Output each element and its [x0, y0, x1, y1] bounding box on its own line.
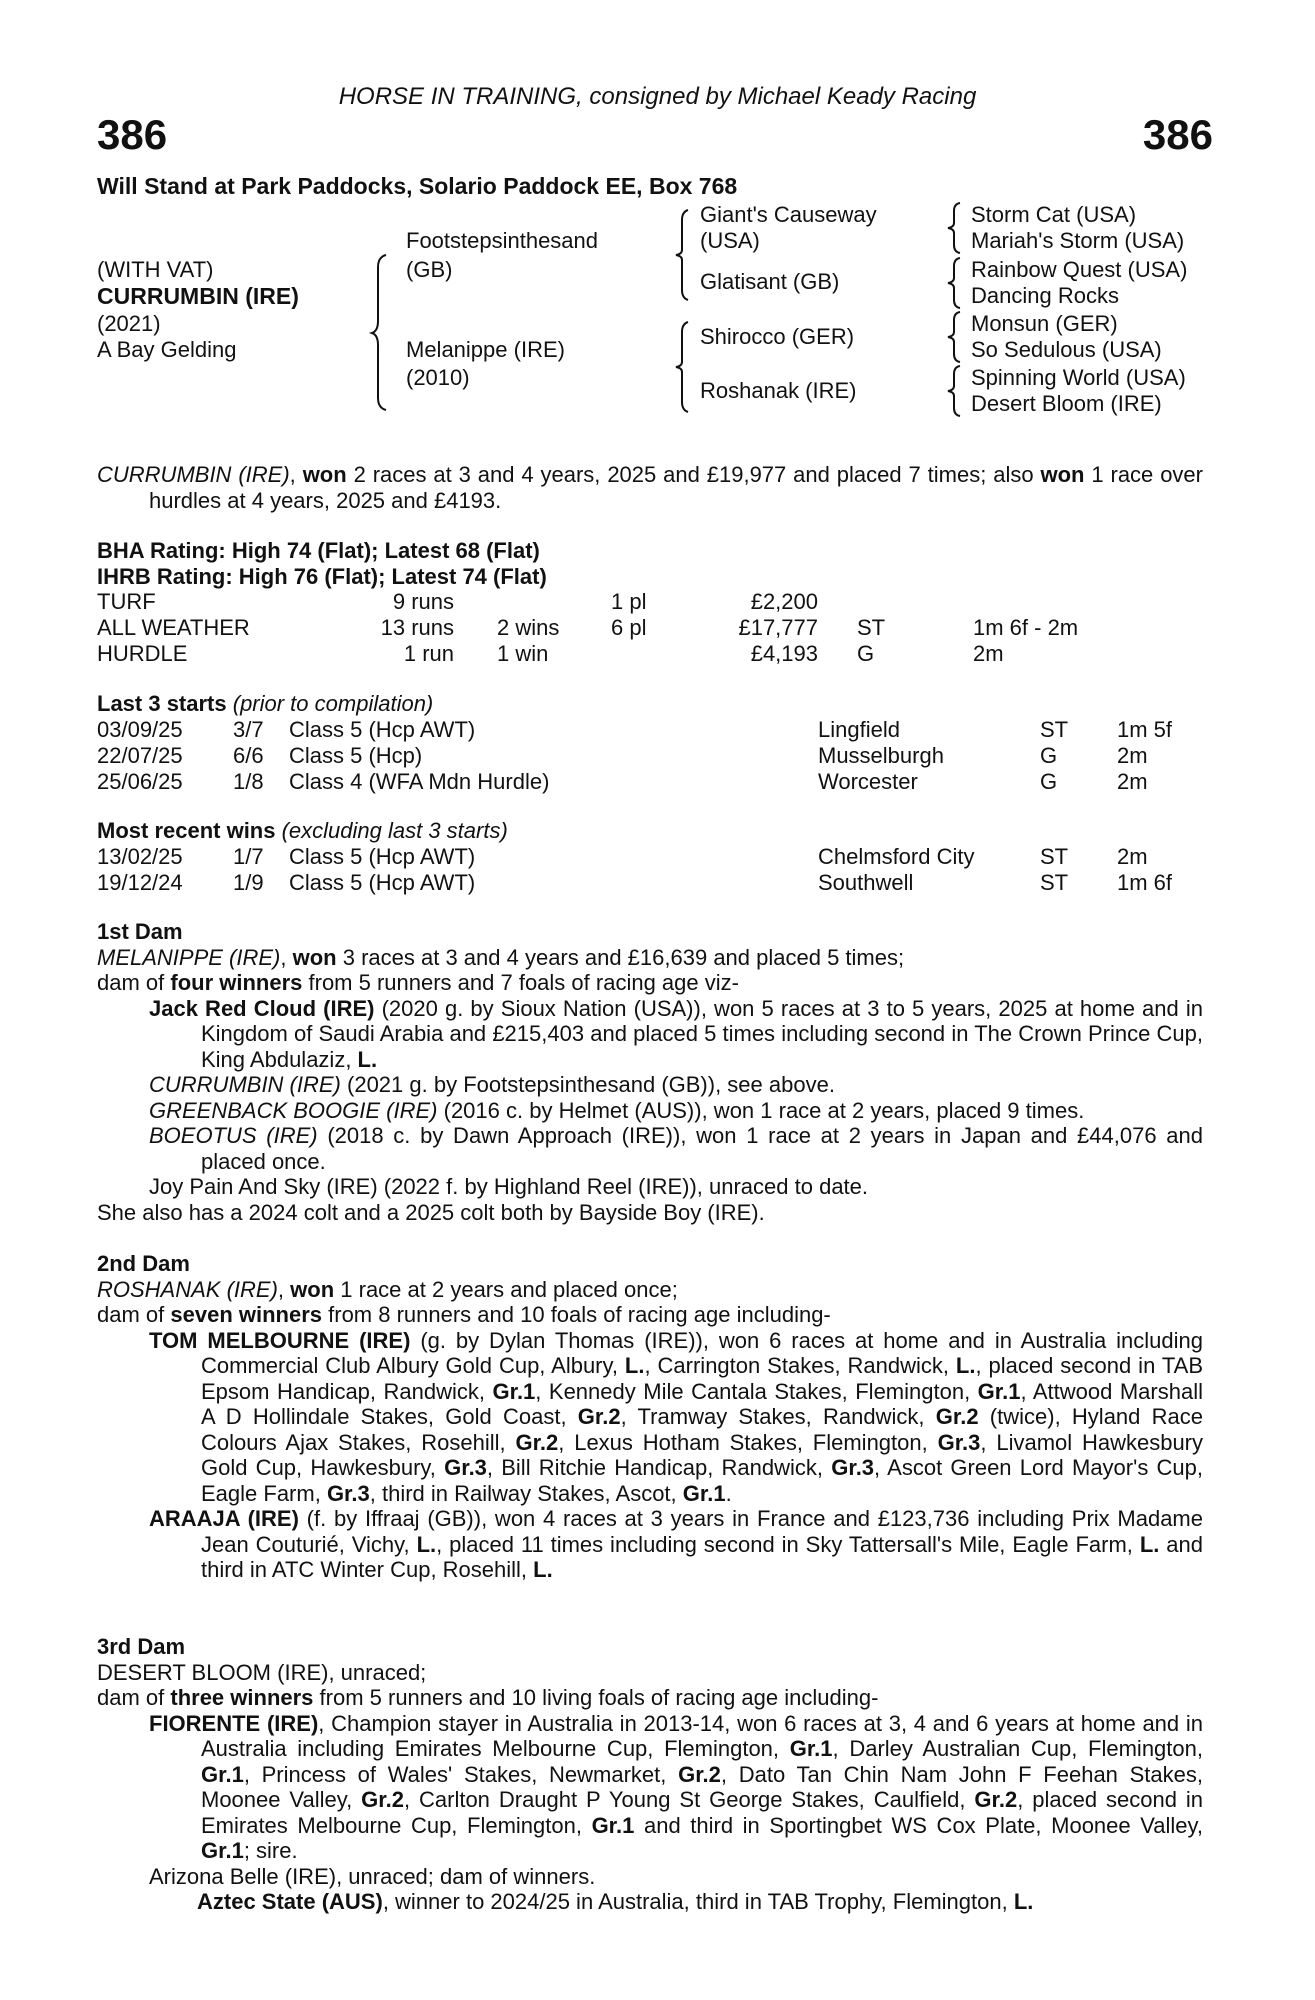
text: , Bill Ritchie Handicap, Randwick, — [486, 1455, 832, 1480]
third-dam-section — [97, 1634, 1203, 1915]
paragraph — [97, 1864, 1203, 1890]
paragraph — [97, 1277, 1203, 1303]
bold-text: L. — [533, 1557, 553, 1582]
racecourse: Lingfield — [818, 717, 900, 742]
paragraph — [97, 1123, 1203, 1174]
first-dam-heading: 1st Dam — [97, 919, 183, 944]
prize-money: £4,193 — [750, 641, 818, 666]
bold-text: Gr.3 — [444, 1455, 487, 1480]
text: (2018 c. by Dawn Approach (IRE)), won 1 race at 2 years in Japan and £44,076 and placed once. — [201, 1123, 1203, 1174]
bold-text: Gr.3 — [326, 1480, 370, 1506]
bold-text: won — [292, 944, 337, 970]
table-row — [0, 844, 1315, 870]
distance: 1m 6f — [1117, 870, 1173, 895]
prize-money: £2,200 — [750, 589, 818, 614]
second-dam-text — [97, 1277, 1203, 1583]
brace-g3-3 — [948, 312, 964, 362]
text: . — [725, 1480, 732, 1506]
bold-text: Gr.1 — [492, 1378, 536, 1404]
bold-text: Gr.1 — [789, 1736, 833, 1761]
sire-sire-line2: (USA) — [700, 228, 760, 253]
second-dam-section — [97, 1251, 1203, 1583]
bold-text: L. — [416, 1531, 437, 1557]
bold-text: Gr.1 — [591, 1812, 635, 1838]
text: (g. by Dylan Thomas (IRE)), won 6 races at home and in Australia including Commercial Club Albury Gold Cup, Albury, — [201, 1327, 1203, 1378]
distance: 2m — [1117, 769, 1148, 794]
going: G — [1040, 743, 1058, 768]
text: 2 races at 3 and 4 years, 2025 and £19,977 and placed 7 times; also — [346, 462, 1041, 487]
brace-g3-1 — [948, 203, 964, 253]
bold-text: Gr.1 — [201, 1761, 244, 1787]
paragraph — [97, 1685, 1203, 1711]
bold-text: L. — [955, 1353, 976, 1378]
bold-text: won — [302, 462, 347, 487]
text: (2016 c. by Helmet (AUS)), won 1 race at 2 years, placed 9 times. — [437, 1097, 1085, 1123]
going: ST — [1040, 717, 1069, 742]
brace-dam — [676, 322, 696, 412]
horse-description: A Bay Gelding — [97, 337, 237, 362]
bold-text: Gr.2 — [974, 1787, 1018, 1812]
dam-sire: Shirocco (GER) — [700, 324, 855, 349]
bold-text: Gr.3 — [937, 1429, 981, 1455]
text: , Livamol Hawkesbury Gold Cup, Hawkesbury, — [201, 1429, 1204, 1480]
paragraph — [97, 1889, 1203, 1915]
paragraph — [97, 945, 1203, 971]
italic-text: CURRUMBIN (IRE) — [149, 1072, 341, 1097]
text: , Darley Australian Cup, Flemington, — [832, 1736, 1203, 1761]
last3-subtitle: (prior to compilation) — [226, 691, 434, 716]
text: , Princess of Wales' Stakes, Newmarket, — [243, 1761, 679, 1787]
text: (f. by Iffraaj (GB)), won 4 races at 3 years in France and £123,736 including Prix Madame Jean Couturié, Vichy, — [201, 1506, 1203, 1557]
bold-text: won — [1040, 462, 1085, 487]
italic-text: MELANIPPE (IRE) — [97, 944, 281, 970]
paragraph — [97, 1328, 1203, 1507]
table-row — [0, 717, 1315, 743]
text: , — [289, 462, 303, 487]
paragraph — [97, 1098, 1203, 1124]
sire-dam: Glatisant (GB) — [700, 269, 840, 294]
bold-text: TOM MELBOURNE (IRE) — [149, 1327, 411, 1353]
brace-main — [372, 255, 392, 410]
italic-text: GREENBACK BOOGIE (IRE) — [149, 1097, 438, 1123]
text: , — [280, 944, 293, 970]
bold-text: Gr.2 — [678, 1761, 721, 1787]
horse-year: (2021) — [97, 311, 161, 336]
bold-text: Gr.1 — [977, 1378, 1021, 1404]
text: , Carrington Stakes, Randwick, — [644, 1353, 956, 1378]
finish-position: 1/9 — [233, 870, 264, 895]
paragraph — [97, 996, 1203, 1073]
bold-text: L. — [357, 1046, 378, 1072]
third-dam-text — [97, 1660, 1203, 1915]
race-date: 22/07/25 — [97, 743, 183, 768]
paragraph — [97, 1711, 1203, 1864]
sire-line2: (GB) — [406, 257, 453, 282]
text: dam of — [97, 1685, 171, 1710]
bold-text: Gr.1 — [682, 1480, 726, 1506]
distance: 2m — [1117, 743, 1148, 768]
last3-title: Last 3 starts — [97, 691, 227, 716]
text: (2020 g. by Sioux Nation (USA)), won 5 races at 3 to 5 years, 2025 at home and in Kingdom of Saudi Arabia and £215,403 and placed 5 times including second in The Crown Prince Cup, King Abdulaziz, — [201, 995, 1203, 1072]
text: , Ascot Green Lord Mayor's Cup, Eagle Farm, — [201, 1455, 1203, 1506]
bold-text: ARAAJA (IRE) — [149, 1506, 299, 1531]
ancestor: Storm Cat (USA) — [971, 202, 1137, 227]
text: , placed 11 times including second in Sky Tattersall's Mile, Eagle Farm, — [436, 1531, 1140, 1557]
bold-text: FIORENTE (IRE) — [149, 1710, 319, 1736]
text: , placed second in TAB Epsom Handicap, Randwick, — [201, 1353, 1203, 1404]
text: , Tramway Stakes, Randwick, — [620, 1404, 936, 1429]
recent-heading — [97, 818, 508, 844]
table-row — [0, 641, 1315, 667]
race-date: 19/12/24 — [97, 870, 183, 895]
places: 6 pl — [611, 615, 647, 640]
runs: 13 runs — [380, 615, 454, 640]
lot-number-left: 386 — [97, 111, 168, 158]
first-dam-text — [97, 945, 1203, 1226]
paragraph — [97, 1072, 1203, 1098]
text: 3 races at 3 and 4 years and £16,639 and placed 5 times; — [336, 944, 905, 970]
ancestor: Mariah's Storm (USA) — [971, 228, 1185, 253]
bold-text: L. — [1013, 1889, 1034, 1914]
racecourse: Southwell — [818, 870, 914, 895]
italic-text: BOEOTUS (IRE) — [149, 1123, 318, 1148]
paragraph — [97, 462, 1203, 513]
text: , winner to 2024/25 in Australia, third in TAB Trophy, Flemington, — [382, 1889, 1014, 1914]
runs: 9 runs — [392, 589, 454, 614]
paragraph — [97, 970, 1203, 996]
bold-text: Gr.1 — [201, 1838, 244, 1863]
text: (twice), Hyland Race Colours Ajax Stakes, Rosehill, — [201, 1404, 1203, 1455]
text: ; sire. — [243, 1838, 298, 1863]
text: Arizona Belle (IRE), unraced; dam of winners. — [149, 1863, 596, 1889]
ancestor: Rainbow Quest (USA) — [971, 257, 1188, 282]
text: , Champion stayer in Australia in 2013-14, won 6 races at 3, 4 and 6 years at home and in Australia including Emirates Melbourne Cup, Flemington, — [201, 1710, 1203, 1761]
runs: 1 run — [403, 641, 454, 666]
going: G — [857, 641, 875, 666]
finish-position: 6/6 — [233, 743, 264, 768]
bold-text: three winners — [170, 1685, 314, 1710]
sire-line1: Footstepsinthesand — [406, 228, 599, 253]
brace-sire — [676, 210, 696, 300]
italic-text: ROSHANAK (IRE) — [97, 1276, 278, 1302]
second-dam-heading: 2nd Dam — [97, 1251, 190, 1276]
race-date: 13/02/25 — [97, 844, 183, 869]
bold-text: Gr.3 — [831, 1455, 875, 1480]
recent-title: Most recent wins — [97, 818, 276, 843]
race-date: 25/06/25 — [97, 769, 183, 794]
racecourse: Worcester — [818, 769, 918, 794]
race-class: Class 5 (Hcp AWT) — [289, 870, 476, 895]
finish-position: 1/7 — [233, 844, 264, 869]
surface: HURDLE — [97, 641, 188, 666]
race-record-summary — [97, 462, 1203, 513]
surface: TURF — [97, 589, 156, 614]
race-date: 03/09/25 — [97, 717, 183, 742]
text: dam of — [97, 1302, 171, 1327]
brace-g3-4 — [948, 366, 964, 416]
sire-sire-line1: Giant's Causeway — [700, 202, 877, 227]
distance: 2m — [1117, 844, 1148, 869]
race-class: Class 5 (Hcp AWT) — [289, 717, 476, 742]
dam-line2: (2010) — [406, 365, 470, 390]
text: Joy Pain And Sky (IRE) (2022 f. by Highland Reel (IRE)), unraced to date. — [149, 1174, 869, 1199]
distance: 2m — [973, 641, 1004, 666]
table-row — [0, 870, 1315, 896]
text: from 5 runners and 7 foals of racing age viz- — [302, 970, 739, 995]
text: , Dato Tan Chin Nam John F Feehan Stakes, Moonee Valley, — [201, 1761, 1203, 1812]
race-class: Class 5 (Hcp AWT) — [289, 844, 476, 869]
first-dam-section — [97, 919, 1203, 1225]
text: , Lexus Hotham Stakes, Flemington, — [558, 1429, 938, 1455]
text: 1 race at 2 years and placed once; — [334, 1276, 678, 1302]
bold-text: Gr.2 — [935, 1404, 979, 1429]
dam-line1: Melanippe (IRE) — [406, 337, 565, 362]
distance: 1m 5f — [1117, 717, 1173, 742]
text: and third in ATC Winter Cup, Rosehill, — [201, 1531, 1203, 1582]
ihrb-rating: IHRB Rating: High 76 (Flat); Latest 74 (Flat) — [97, 564, 547, 589]
text: , placed second in Emirates Melbourne Cup, Flemington, — [201, 1787, 1203, 1838]
text: dam of — [97, 970, 171, 995]
paragraph — [97, 1302, 1203, 1328]
text: , — [277, 1276, 291, 1302]
bha-rating: BHA Rating: High 74 (Flat); Latest 68 (Flat) — [97, 538, 540, 563]
text: , Kennedy Mile Cantala Stakes, Flemington, — [535, 1378, 978, 1404]
vat-note: (WITH VAT) — [97, 257, 214, 282]
dam-dam: Roshanak (IRE) — [700, 378, 857, 403]
going: ST — [1040, 844, 1069, 869]
horse-name: CURRUMBIN (IRE) — [97, 283, 299, 309]
ancestor: Dancing Rocks — [971, 283, 1119, 308]
text: She also has a 2024 colt and a 2025 colt both by Bayside Boy (IRE). — [97, 1199, 765, 1225]
stable-location: Will Stand at Park Paddocks, Solario Paddock EE, Box 768 — [97, 173, 738, 199]
racecourse: Musselburgh — [818, 743, 944, 768]
third-dam-heading: 3rd Dam — [97, 1634, 186, 1659]
text: and third in Sportingbet WS Cox Plate, Moonee Valley, — [634, 1812, 1203, 1838]
surface: ALL WEATHER — [97, 615, 250, 640]
race-class: Class 5 (Hcp) — [289, 743, 423, 768]
racecourse: Chelmsford City — [818, 844, 975, 869]
paragraph — [97, 1200, 1203, 1226]
going: ST — [857, 615, 886, 640]
paragraph — [97, 1660, 1203, 1686]
table-row — [0, 615, 1315, 641]
paragraph — [97, 1506, 1203, 1583]
paragraph — [97, 1174, 1203, 1200]
bold-text: Jack Red Cloud (IRE) — [149, 995, 375, 1021]
finish-position: 3/7 — [233, 717, 264, 742]
text: (2021 g. by Footstepsinthesand (GB)), see above. — [340, 1072, 835, 1097]
text: 1 race over hurdles at 4 years, 2025 and £4193. — [149, 462, 1203, 513]
lot-number-right: 386 — [1142, 111, 1213, 158]
bold-text: L. — [1139, 1531, 1160, 1557]
wins: 1 win — [497, 641, 549, 666]
ancestor: So Sedulous (USA) — [971, 337, 1162, 362]
ancestor: Spinning World (USA) — [971, 365, 1186, 390]
finish-position: 1/8 — [233, 769, 264, 794]
ancestor: Monsun (GER) — [971, 311, 1118, 336]
going: ST — [1040, 870, 1069, 895]
distance: 1m 6f - 2m — [973, 615, 1079, 640]
bold-text: Gr.2 — [577, 1404, 621, 1429]
text: , Attwood Marshall A D Hollindale Stakes, Gold Coast, — [201, 1378, 1203, 1429]
table-row — [0, 769, 1315, 795]
text: , Carlton Draught P Young St George Stakes, Caulfield, — [403, 1787, 975, 1812]
race-class: Class 4 (WFA Mdn Hurdle) — [289, 769, 550, 794]
brace-g3-2 — [948, 258, 964, 308]
catalogue-header: HORSE IN TRAINING, consigned by Michael Keady Racing — [338, 83, 977, 110]
text: from 5 runners and 10 living foals of racing age including- — [313, 1685, 879, 1710]
bold-text: Gr.2 — [361, 1787, 404, 1812]
bold-text: seven winners — [170, 1302, 323, 1327]
ancestor: Desert Bloom (IRE) — [971, 391, 1162, 416]
table-row — [0, 589, 1315, 615]
bold-text: Aztec State (AUS) — [197, 1889, 383, 1914]
bold-text: won — [290, 1276, 335, 1302]
going: G — [1040, 769, 1058, 794]
text: DESERT BLOOM (IRE), unraced; — [97, 1659, 427, 1685]
table-row — [0, 743, 1315, 769]
recent-subtitle: (excluding last 3 starts) — [275, 818, 508, 843]
wins: 2 wins — [497, 615, 560, 640]
prize-money: £17,777 — [738, 615, 818, 640]
bold-text: L. — [624, 1353, 645, 1378]
text: from 8 runners and 10 foals of racing age including- — [322, 1302, 831, 1327]
last3-heading — [97, 691, 433, 717]
text: , third in Railway Stakes, Ascot, — [369, 1480, 683, 1506]
italic-text: CURRUMBIN (IRE) — [97, 462, 290, 487]
bold-text: Gr.2 — [515, 1429, 559, 1455]
bold-text: four winners — [170, 970, 303, 995]
places: 1 pl — [611, 589, 647, 614]
